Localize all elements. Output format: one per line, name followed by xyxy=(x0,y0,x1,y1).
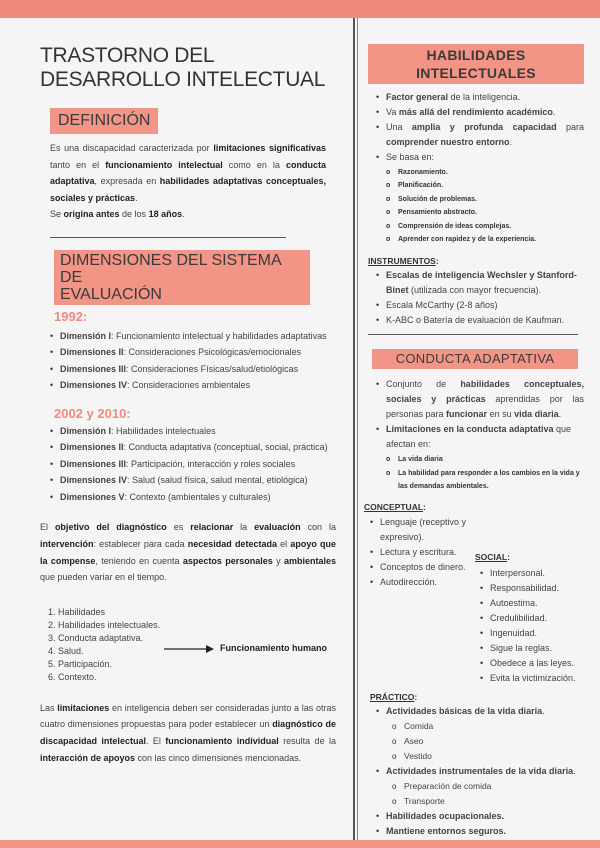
list-item: • Una amplia y profunda capacidad para comprender nuestro entorno. xyxy=(374,120,584,150)
list-item: o Comprensión de ideas complejas. xyxy=(384,220,584,233)
list-item: o Razonamiento. xyxy=(384,166,584,179)
list-item: • Autoestima. xyxy=(478,596,584,611)
list-item: • Escalas de inteligencia Wechsler y Stanford-Binet (utilizada con mayor frecuencia). xyxy=(374,268,584,298)
practico-a-sublist xyxy=(390,719,584,764)
list-item: • Responsabilidad. xyxy=(478,581,584,596)
list-item: o Aprender con rapidez y de la experiencia. xyxy=(384,233,584,246)
list-item: • Dimensiones IV: Salud (salud física, salud mental, etiológica) xyxy=(48,472,338,489)
top-accent-bar xyxy=(0,0,600,18)
list-item: • Autodirección. xyxy=(368,575,476,590)
list-item: • Credulibilidad. xyxy=(478,611,584,626)
list-item: • Obedece a las leyes. xyxy=(478,656,584,671)
list-item: • Interpersonal. xyxy=(478,566,584,581)
divider xyxy=(368,334,578,335)
conceptual-label: CONCEPTUAL: xyxy=(364,501,426,512)
list-item: o Vestido xyxy=(390,749,584,764)
list-item: • Dimensiones II: Conducta adaptativa (conceptual, social, práctica) xyxy=(48,439,338,456)
conceptual-list xyxy=(368,515,476,590)
list-item: • Sigue la reglas. xyxy=(478,641,584,656)
instrumentos-label: INSTRUMENTOS: xyxy=(368,256,439,267)
definicion-heading: DEFINICIÓN xyxy=(50,108,158,134)
conducta-heading: CONDUCTA ADAPTATIVA xyxy=(372,349,578,369)
list-item: • Lenguaje (receptivo y expresivo). xyxy=(368,515,476,545)
column-divider xyxy=(353,18,355,840)
year-1992: 1992: xyxy=(54,308,88,324)
list-item: • Dimensiones V: Contexto (ambientales y culturales) xyxy=(48,489,338,506)
column-divider-thin xyxy=(357,18,358,840)
list-item: • Factor general de la inteligencia. xyxy=(374,90,584,105)
list-item: • Escala McCarthy (2-8 años) xyxy=(374,298,584,313)
list-item: 5. Participación. xyxy=(48,658,113,669)
list-item: • Lectura y escritura. xyxy=(368,545,476,560)
list-item: • Actividades básicas de la vida diaria. o Comida o Aseo o Vestido xyxy=(374,704,584,764)
instrumentos-list xyxy=(374,268,584,328)
list-item: • K-ABC o Batería de evaluación de Kaufman. xyxy=(374,313,584,328)
objetivo-text: El objetivo del diagnóstico es relacionar la evaluación con la intervención: establecer para cada necesidad detectada el apoyo que la compense, teniendo en cuenta aspectos personales y ambientales que pueden variar en el tiempo. xyxy=(40,522,336,583)
social-list xyxy=(478,566,584,686)
habilidades-list xyxy=(374,90,584,165)
list-item: o La vida diaria xyxy=(384,453,584,466)
conceptual-social-block xyxy=(364,501,584,688)
right-column xyxy=(364,44,585,839)
list-item: • Habilidades ocupacionales. xyxy=(374,809,584,824)
list-item: o Solución de problemas. xyxy=(384,193,584,206)
list-item: • Limitaciones en la conducta adaptativa que afectan en: xyxy=(374,422,584,452)
list-item: • Mantiene entornos seguros. xyxy=(374,824,584,839)
practico-list xyxy=(374,704,584,839)
list-item: o Comida xyxy=(390,719,584,734)
practico-b-sublist xyxy=(390,779,584,809)
list-item: • Ingenuidad. xyxy=(478,626,584,641)
list-item: 2. Habilidades intelectuales. xyxy=(48,619,161,630)
list-item: • Dimensiones III: Participación, interacción y roles sociales xyxy=(48,456,338,473)
dimensiones-heading: DIMENSIONES DEL SISTEMA DE EVALUACIÓN xyxy=(54,250,310,305)
list-item: • Dimensiones III: Consideraciones Físicas/salud/etiológicas xyxy=(48,361,338,378)
page-title: TRASTORNO DEL DESARROLLO INTELECTUAL xyxy=(40,44,326,91)
divider xyxy=(50,237,286,238)
conducta-list xyxy=(374,377,584,452)
list-item: 1. Habilidades xyxy=(48,606,106,617)
list-item: • Conjunto de habilidades conceptuales, sociales y prácticas aprendidas por las personas para funcionar en su vida diaria. xyxy=(374,377,584,422)
list-item: • Se basa en: xyxy=(374,150,584,165)
list-item: • Dimensiones IV: Consideraciones ambientales xyxy=(48,377,338,394)
list-item: 4. Salud. xyxy=(48,645,84,656)
list-item: 3. Conducta adaptativa. xyxy=(48,632,144,643)
list-item: • Evita la victimización. xyxy=(478,671,584,686)
habilidades-heading: HABILIDADES INTELECTUALES xyxy=(368,44,584,84)
list-item: o Preparación de comida xyxy=(390,779,584,794)
list-item: • Actividades instrumentales de la vida diaria. o Preparación de comida o Transporte xyxy=(374,764,584,809)
list-item: o La habilidad para responder a los cambios en la vida y las demandas ambientales. xyxy=(384,467,584,494)
list-item: o Pensamiento abstracto. xyxy=(384,206,584,219)
practico-label: PRÁCTICO: xyxy=(370,691,418,702)
conducta-sublist xyxy=(384,453,584,493)
left-column xyxy=(40,44,340,766)
list-item: • Dimensión I: Habilidades intelectuales xyxy=(48,423,338,440)
list-item: o Aseo xyxy=(390,734,584,749)
social-label: SOCIAL: xyxy=(475,551,510,562)
list-item: o Planificación. xyxy=(384,179,584,192)
dimensiones-1992-list xyxy=(48,328,338,394)
list-item: o Transporte xyxy=(390,794,584,809)
list-item: • Dimensión I: Funcionamiento intelectual y habilidades adaptativas xyxy=(48,328,338,345)
list-item: • Dimensiones II: Consideraciones Psicológicas/emocionales xyxy=(48,344,338,361)
bottom-accent-bar xyxy=(0,840,600,848)
dimensiones-2002-list xyxy=(48,423,338,506)
list-item: • Conceptos de dinero. xyxy=(368,560,476,575)
arrow-icon xyxy=(164,644,214,654)
definicion-text: Es una discapacidad caracterizada por limitaciones significativas tanto en el funcionamiento intelectual como en la conducta adaptativa, expresada en habilidades adaptativas conceptuales, sociales y prácticas. Se origina antes de los 18 años. xyxy=(50,143,326,220)
limitaciones-text: Las limitaciones en inteligencia deben ser consideradas junto a las otras cuatro dimensiones propuestas para poder establecer un diagnóstico de discapacidad intelectual. El funcionamiento individual resulta de la interacción de apoyos con las cinco dimensiones mencionadas. xyxy=(40,702,336,763)
funcionamiento-label: Funcionamiento humano xyxy=(220,642,327,653)
list-item: 6. Contexto. xyxy=(48,671,97,682)
dimensions-diagram xyxy=(48,606,340,686)
list-item: • Va más allá del rendimiento académico. xyxy=(374,105,584,120)
habilidades-sublist xyxy=(384,166,584,246)
year-2002-2010: 2002 y 2010: xyxy=(54,405,131,421)
